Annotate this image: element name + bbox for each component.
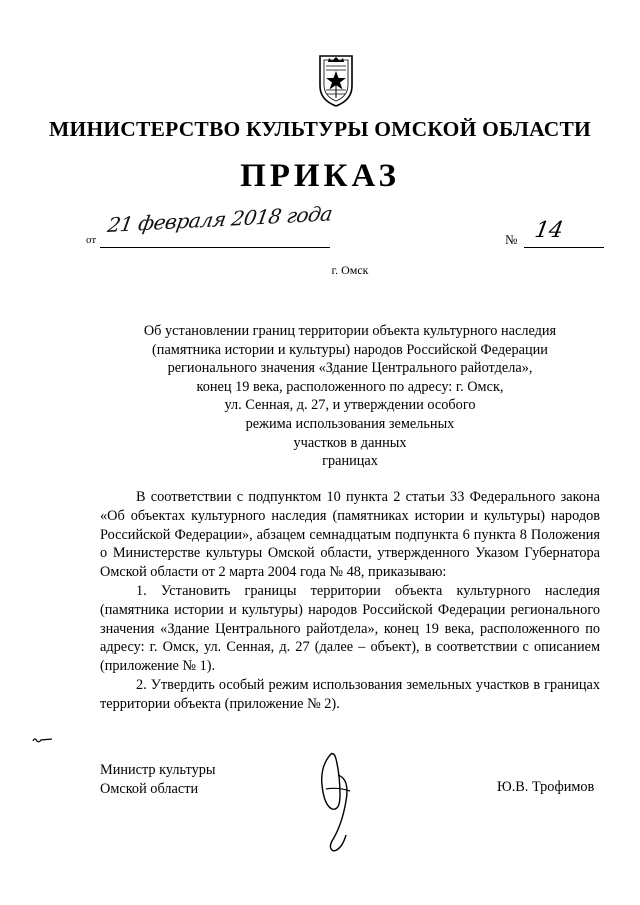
subject-line: участков в данных [293, 434, 407, 451]
document-title: ПРИКАЗ [240, 158, 400, 194]
city-label: г. Омск [331, 263, 369, 277]
subject-line: (памятника истории и культуры) народов Российской Федерации [152, 341, 548, 358]
signatory-title-line: Омской области [100, 780, 199, 797]
order-item-1: 1. Установить границы территории объекта культурного наследия (памятника истории и культуры) народов Российской Федерации регионального значения «Здание Центрального райотдела», конец 19 века, расположенного по адресу: г. Омск, ул. Сенная, д. 27 (далее – объект), в соответствии с описанием (приложение № 1). [100, 582, 600, 675]
handwritten-signature-icon [310, 745, 370, 865]
preamble-paragraph: В соответствии с подпунктом 10 пункта 2 статьи 33 Федерального закона «Об объектах культурного наследия (памятниках истории и культуры) народов Российской Федерации», абзацем семнадцатым подпункта 6 пункта 8 Положения о Министерстве культуры Омской области, утвержденного Указом Губернатора Омской области от 2 марта 2004 года № 48, приказываю: [100, 489, 600, 581]
subject-line: границах [322, 453, 378, 470]
number-underline [524, 247, 604, 248]
subject-line: режима использования земельных [245, 415, 455, 432]
subject-line: ул. Сенная, д. 27, и утверждении особого [224, 397, 476, 414]
signatory-name: Ю.В. Трофимов [497, 779, 595, 795]
signatory-title-line: Министр культуры [100, 762, 216, 778]
subject-line: Об установлении границ территории объекта культурного наследия [143, 323, 557, 339]
order-item-2: 2. Утвердить особый режим использования земельных участков в границах территории объекта (приложение № 2). [100, 676, 600, 712]
date-prefix: от [86, 234, 97, 246]
subject-heading [100, 322, 600, 471]
subject-line: регионального значения «Здание Центрального райотдела», [167, 360, 533, 377]
coat-of-arms-icon [316, 52, 356, 108]
handwritten-number: 14 [532, 218, 566, 243]
number-prefix: № [505, 232, 518, 247]
signatory-title [100, 761, 216, 798]
document-body [100, 488, 600, 714]
handwritten-date: 21 февраля 2018 года [106, 201, 335, 237]
date-underline [100, 247, 330, 248]
ministry-name: МИНИСТЕРСТВО КУЛЬТУРЫ ОМСКОЙ ОБЛАСТИ [49, 117, 591, 141]
margin-mark-icon [32, 735, 54, 745]
subject-line: конец 19 века, расположенного по адресу: г. Омск, [196, 378, 504, 395]
